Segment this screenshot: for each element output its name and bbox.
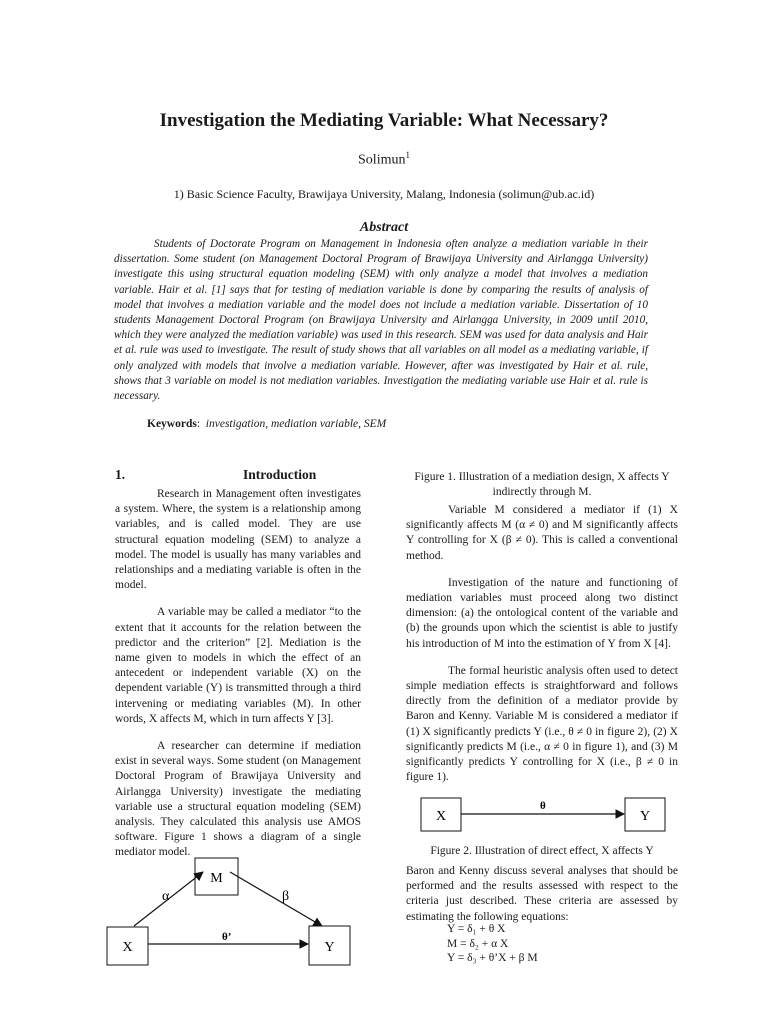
label-theta-prime: θ’ [222,931,232,943]
equation: M = δ₂ + α X [447,937,509,950]
arrow-m-to-y [230,872,322,926]
paragraph: Research in Management often investigates a system. Where, the system is a relationship among variables, and is called model. They are use structural equation modeling (SEM) to analyze a model. The model is usually has many variables and relationships and a mediating variable is often in the model. [115,488,361,592]
equation: Y = δ₁ + θ X [447,923,506,935]
node-x-label: X [122,940,133,955]
paragraph: A researcher can determine if mediation exist in several ways. Some student (on Management Doctoral Program of Brawijaya University and Airlangga University) investigate the mediating variable use a structural equation modeling (SEM) analysis. They calculated this analysis use AMOS software. Figure 1 shows a diagram of a single mediator model. [115,740,361,859]
abstract-text: Students of Doctorate Program on Management in Indonesia often analyze a mediation variable in their dissertation. Some student (on Management Doctoral Program of Brawijaya University and Airlangga University) investigate this using structural equation modeling (SEM) with only analyze a model that involves a mediation variable. Hair et al. [1] says that for testing of mediation variable is done by comparing the results of analysis of model that involves a mediation variable and the model does not include a mediation variable. Dissertation of 10 students Management Doctoral Program (on Brawijaya University and Airlangga University, in 2009 until 2010, which they were analyzed the mediation variable) was used in this research. SEM was used for data analysis and Hair et al. rule was used to investigate. The result of study shows that all variables on all model as a mediating variable, if only analyzed with models that involve a mediation variable. However, after was investigated by Hair et al. rule, shows that 3 variable on model is not mediation variables. Investigation the mediating variable use Hair et al. rule is necessary. [114,238,648,403]
figure2-diagram [421,798,665,831]
figure2-caption: Figure 2. Illustration of direct effect, X affects Y [430,845,654,857]
keywords-line: Keywords: investigation, mediation variable, SEM [147,418,387,430]
node-y-label: Y [324,940,335,955]
label-alpha: α [162,889,170,904]
section-title: Introduction [243,467,317,482]
paragraph: A variable may be called a mediator “to the extent that it accounts for the relation between the predictor and the criterion” [2]. Mediation is the name given to models in which the effect of an antecedent or independent variable (X) on the dependent variable (Y) is transmitted through a third intervening or mediating variables (M). In other words, X affects M, which in turn affects Y [3]. [115,606,361,725]
fig2-node-y-label: Y [639,809,651,824]
paper-title: Investigation the Mediating Variable: What Necessary? [159,110,609,131]
equation: Y = δ₃ + θ’X + β M [447,952,538,965]
paragraph: Investigation of the nature and functioning of mediation variables must proceed along two distinct dimension: (a) the ontological content of the variable and (b) the grounds upon which the scientist is able to justify his introduction of M into the estimation of Y from X [4]. [406,576,678,650]
abstract-heading: Abstract [359,220,409,235]
label-beta: β [282,889,290,904]
section-number: 1. [115,467,126,482]
author-superscript: 1 [405,150,410,160]
paragraph: The formal heuristic analysis often used to detect simple mediation effects is straightforward and follows directly from the definition of a mediator provide by Baron and Kenny. Variable M is considered a mediator if (1) X significantly predicts Y (i.e., θ ≠ 0 in figure 2), (2) X significantly predicts M (i.e., α ≠ 0 in figure 1), and (3) M significantly predicts Y controlling for X (i.e., β ≠ 0 in figure 1). [406,664,678,784]
keywords-text: investigation, mediation variable, SEM [205,418,387,430]
keywords-label: Keywords [147,418,197,430]
fig2-label-theta: θ [540,800,546,812]
affiliation: 1) Basic Science Faculty, Brawijaya University, Malang, Indonesia (solimun@ub.ac.id) [173,187,595,201]
fig2-node-x-label: X [435,809,447,824]
paragraph: Baron and Kenny discuss several analyses that should be performed and the results assessed with respect to the criteria just described. These criteria are assessed by estimating the following equations: [406,865,678,923]
figure1-caption: Figure 1. Illustration of a mediation design, X affects Y indirectly through M. [414,471,670,499]
paragraph: Variable M considered a mediator if (1) X significantly affects M (α ≠ 0) and M significantly affects Y controlling for X (β ≠ 0). This is called a conventional method. [406,504,678,562]
author-name-text: Solimun [358,152,406,168]
node-m-label: M [210,871,223,886]
figure1-diagram [107,858,350,965]
